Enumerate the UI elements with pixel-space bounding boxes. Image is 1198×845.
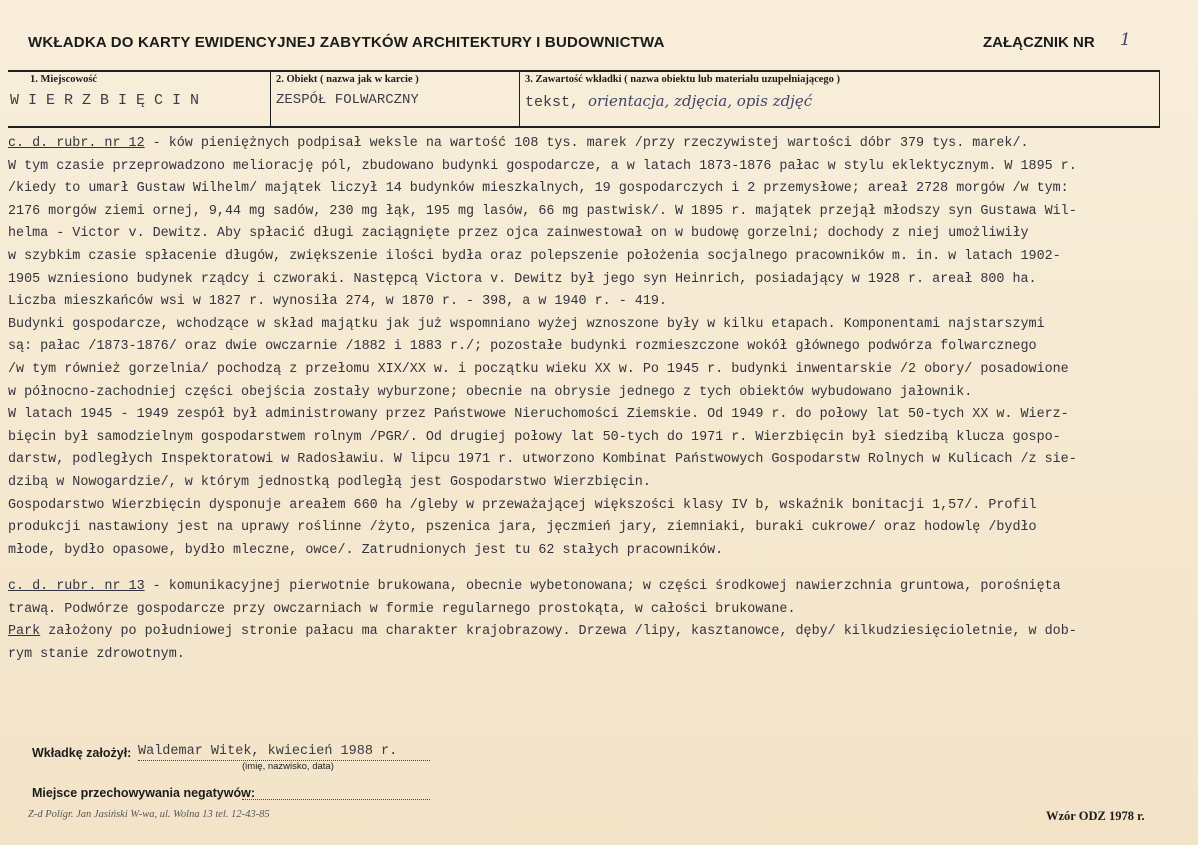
body-line-text: założony po południowej stronie pałacu ma charakter krajobrazowy. Drzewa /lipy, kasztanowce, dęby/ kilkudziesięcioletnie, w dob- — [40, 624, 1077, 640]
header-rule-top — [8, 70, 1160, 72]
annex-label: ZAŁĄCZNIK NR — [983, 34, 1095, 51]
body-line-text: Gospodarstwo Wierzbięcin dysponuje areałem 660 ha /gleby w przeważającej większości klasy IV b, wskaźnik bonitacji 1,57/. Profil — [8, 497, 1037, 513]
body-line-text: są: pałac /1873-1876/ oraz dwie owczarnie /1882 i 1883 r./; pozostałe budynki rozmieszczone wokół głównego podwórza folwarcznego — [8, 339, 1037, 355]
section-reference: Park — [8, 624, 41, 640]
body-line-text: /kiedy to umarł Gustaw Wilhelm/ majątek liczył 14 budynków mieszkalnych, 19 gospodarczych i 2 przemysłowe; areał 2728 morgów /w tym: — [8, 181, 1069, 197]
body-line — [8, 540, 1198, 563]
body-line — [8, 449, 1198, 472]
typed-body-text — [8, 133, 1198, 667]
body-line — [8, 291, 1198, 314]
section-reference: c. d. rubr. nr 13 — [8, 579, 145, 595]
body-line-text: helma - Victor v. Dewitz. Aby spłacić długi zaciągnięte przez ojca zainwestował on w budowę gorzelni; dochody z niej umożliwiły — [8, 226, 1029, 242]
body-line-text: W latach 1945 - 1949 zespół był administrowany przez Państwowe Nieruchomości Ziemskie. Od 1949 r. do połowy lat 50-tych XX w. Wierz- — [8, 407, 1069, 423]
contents-value — [525, 92, 812, 111]
founder-label: Wkładkę założył: — [32, 746, 132, 760]
body-line — [8, 621, 1198, 644]
body-line-text: w szybkim czasie spłacenie długów, zwiększenie ilości bydła oraz polepszenie położenia socjalnego pracowników m. in. w latach 1902- — [8, 248, 1061, 264]
body-line — [8, 246, 1198, 269]
contents-typed: tekst, — [525, 94, 580, 111]
body-line-text: bięcin był samodzielnym gospodarstwem rolnym /PGR/. Od drugiej połowy lat 50-tych do 1971 r. Wierzbięcin był siedzibą klucza gospo- — [8, 429, 1061, 445]
annex-number: 1 — [1120, 30, 1131, 50]
body-line-text: 1905 wzniesiono budynek rządcy i czworaki. Następcą Victora v. Dewitz był jego syn Heinrich, posiadający w 1928 r. areał 800 ha. — [8, 271, 1037, 287]
body-line — [8, 336, 1198, 359]
body-line — [8, 644, 1198, 667]
body-line — [8, 472, 1198, 495]
body-line-text: Budynki gospodarcze, wchodzące w skład majątku jak już wspomniano wyżej wznoszone były w kilku etapach. Komponentami najstarszymi — [8, 316, 1045, 332]
header-divider-3 — [1159, 70, 1160, 128]
body-line-text: w północno-zachodniej części obejścia zostały wyburzone; obecnie na obrysie jednego z tych obiektów wybudowano jałownik. — [8, 384, 973, 400]
body-line-text: produkcji nastawiony jest na uprawy roślinne /żyto, pszenica jara, jęczmień jary, ziemniaki, buraki cukrowe/ oraz hodowlę /bydło — [8, 520, 1037, 536]
body-line — [8, 156, 1198, 179]
body-line — [8, 133, 1198, 156]
negatives-label: Miejsce przechowywania negatywów: — [32, 786, 255, 800]
body-line-text: darstw, podległych Inspektoratowi w Radosławiu. W lipcu 1971 r. utworzono Kombinat Państwowych Gospodarstw Rolnych w Kulicach /z sie- — [8, 452, 1077, 468]
body-line — [8, 404, 1198, 427]
founder-hint: (imię, nazwisko, data) — [242, 761, 334, 772]
header-divider-1 — [270, 70, 271, 128]
founder-value: Waldemar Witek, kwiecień 1988 r. — [138, 744, 398, 759]
form-template-id: Wzór ODZ 1978 r. — [1046, 809, 1145, 823]
contents-handwritten: orientacja, zdjęcia, opis zdjęć — [588, 92, 813, 110]
place-value: WIERZBIĘCIN — [10, 92, 209, 109]
body-line-text: 2176 morgów ziemi ornej, 9,44 mg sadów, 230 mg łąk, 195 mg lasów, 66 mg pastwisk/. W 1895 r. majątek przejął młodszy syn Gustawa Wil- — [8, 203, 1077, 219]
body-line — [8, 201, 1198, 224]
body-line-text: /w tym również gorzelnia/ pochodzą z przełomu XIX/XX w. i początku wieku XX w. Po 1945 r. budynki inwentarskie /2 obory/ posadowione — [8, 361, 1069, 377]
body-line — [8, 495, 1198, 518]
negatives-dotline — [242, 799, 430, 800]
header-divider-2 — [519, 70, 520, 128]
object-value: ZESPÓŁ FOLWARCZNY — [276, 92, 419, 108]
paragraph-gap — [8, 562, 1198, 576]
body-line-text: rym stanie zdrowotnym. — [8, 647, 185, 663]
contents-label: 3. Zawartość wkładki ( nazwa obiektu lub materiału uzupełniającego ) — [525, 74, 841, 85]
body-line — [8, 382, 1198, 405]
body-line — [8, 314, 1198, 337]
body-line-text: młode, bydło opasowe, bydło mleczne, owce/. Zatrudnionych jest tu 62 stałych pracowników. — [8, 542, 724, 558]
body-line — [8, 576, 1198, 599]
body-line — [8, 223, 1198, 246]
section-reference: c. d. rubr. nr 12 — [8, 136, 145, 151]
printer-imprint: Z-d Polígr. Jan Jasiński W-wa, ul. Wolna 13 tel. 12-43-85 — [28, 809, 270, 820]
body-line-text: trawą. Podwórze gospodarcze przy owczarniach w formie regularnego prostokąta, w całości brukowane. — [8, 601, 796, 617]
body-line-text: W tym czasie przeprowadzono meliorację pól, zbudowano budynki gospodarcze, a w latach 1873-1876 pałac w stylu eklektycznym. W 1895 r. — [8, 158, 1077, 174]
body-line — [8, 599, 1198, 622]
place-label: 1. Miejscowość — [30, 74, 98, 85]
body-line — [8, 269, 1198, 292]
body-line — [8, 517, 1198, 540]
header-rule-bottom — [8, 126, 1160, 128]
form-title: WKŁADKA DO KARTY EWIDENCYJNEJ ZABYTKÓW ARCHITEKTURY I BUDOWNICTWA — [28, 34, 665, 51]
body-line-text: dzibą w Nowogardzie/, w którym jednostką podległą jest Gospodarstwo Wierzbięcin. — [8, 474, 651, 490]
body-line-text: - ków pieniężnych podpisał weksle na wartość 108 tys. marek /przy rzeczywistej wartości dóbr 379 tys. marek/. — [144, 136, 1029, 151]
body-line-text: - komunikacyjnej pierwotnie brukowana, obecnie wybetonowana; w części środkowej nawierzchnia gruntowa, porośnięta — [144, 579, 1061, 595]
object-label: 2. Obiekt ( nazwa jak w karcie ) — [276, 74, 419, 85]
body-line — [8, 359, 1198, 382]
body-line-text: Liczba mieszkańców wsi w 1827 r. wynosiła 274, w 1870 r. - 398, a w 1940 r. - 419. — [8, 294, 667, 310]
body-line — [8, 178, 1198, 201]
body-line — [8, 427, 1198, 450]
